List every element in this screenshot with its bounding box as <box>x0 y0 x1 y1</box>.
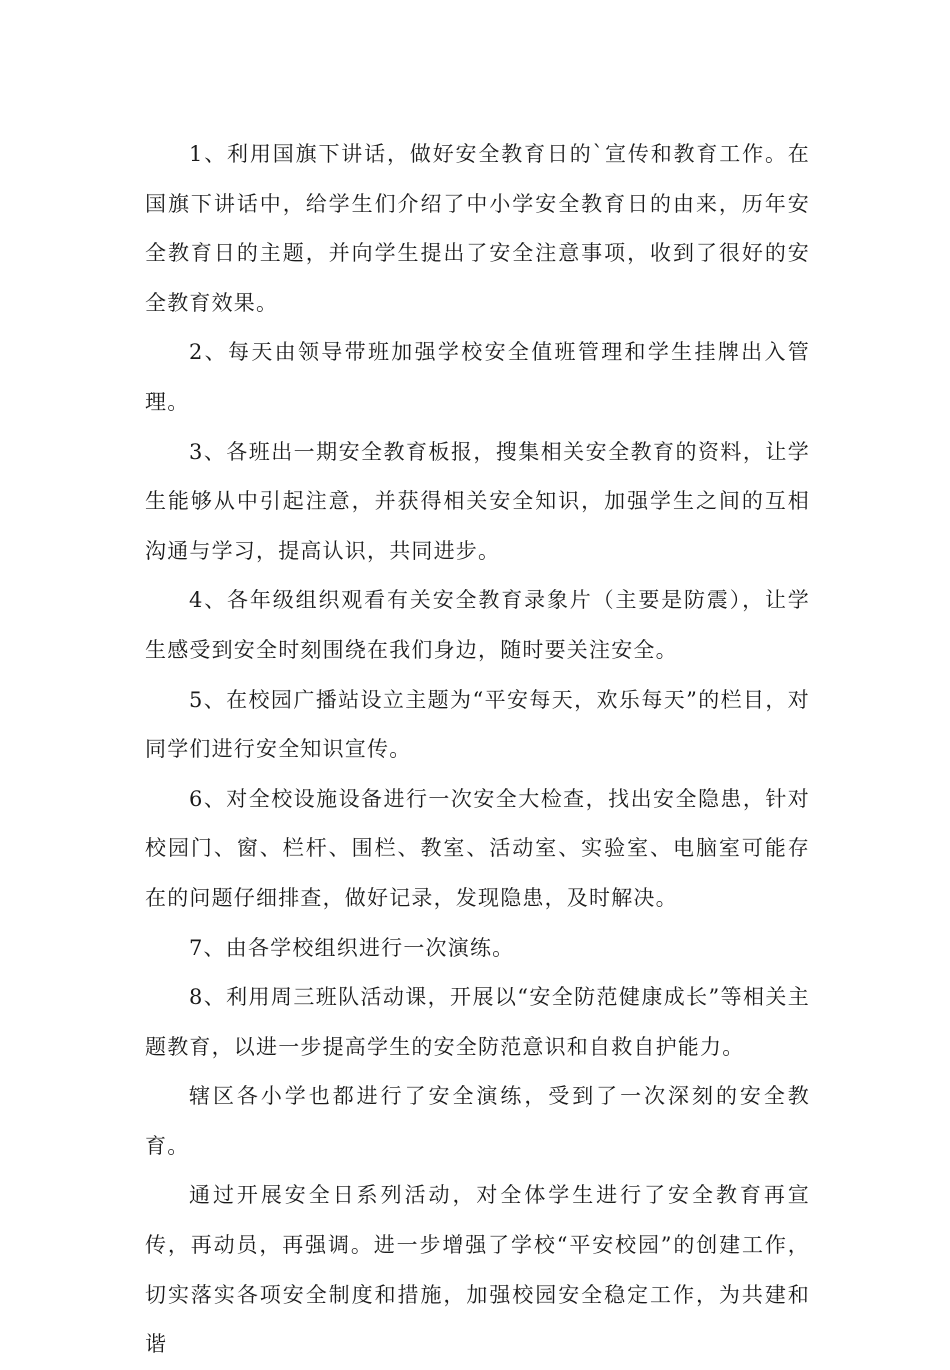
paragraph-6: 6、对全校设施设备进行一次安全大检查，找出安全隐患，针对校园门、窗、栏杆、围栏、教室、活动室、实验室、电脑室可能存在的问题仔细排查，做好记录，发现隐患，及时解决。 <box>145 786 810 910</box>
paragraph-9: 辖区各小学也都进行了安全演练，受到了一次深刻的安全教育。 <box>145 1084 810 1158</box>
paragraph-2: 2、每天由领导带班加强学校安全值班管理和学生挂牌出入管理。 <box>145 340 810 414</box>
document-body <box>145 130 810 1370</box>
paragraph-5: 5、在校园广播站设立主题为“平安每天，欢乐每天”的栏目，对同学们进行安全知识宣传。 <box>145 687 810 762</box>
paragraph-8: 8、利用周三班队活动课，开展以“安全防范健康成长”等相关主题教育，以进一步提高学生的安全防范意识和自救自护能力。 <box>145 985 810 1059</box>
paragraph-1: 1、利用国旗下讲话，做好安全教育日的`宣传和教育工作。在国旗下讲话中，给学生们介绍了中小学安全教育日的由来，历年安全教育日的主题，并向学生提出了安全注意事项，收到了很好的安全教育效果。 <box>145 142 810 315</box>
paragraph-10: 通过开展安全日系列活动，对全体学生进行了安全教育再宣传，再动员，再强调。进一步增强了学校“平安校园”的创建工作，切实落实各项安全制度和措施，加强校园安全稳定工作，为共建和谐 <box>145 1183 810 1357</box>
paragraph-4: 4、各年级组织观看有关安全教育录象片（主要是防震），让学生感受到安全时刻围绕在我们身边，随时要关注安全。 <box>145 588 810 662</box>
paragraph-7: 7、由各学校组织进行一次演练。 <box>189 935 515 960</box>
paragraph-3: 3、各班出一期安全教育板报，搜集相关安全教育的资料，让学生能够从中引起注意，并获得相关安全知识，加强学生之间的互相沟通与学习，提高认识，共同进步。 <box>145 439 810 563</box>
